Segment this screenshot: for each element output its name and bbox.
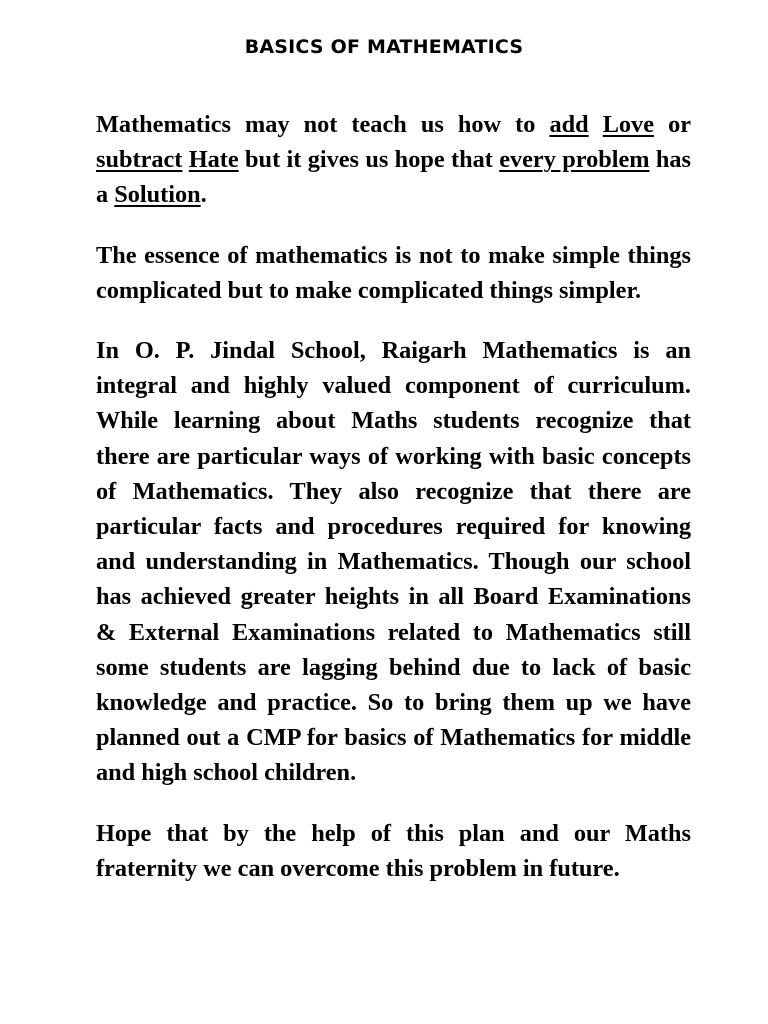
paragraph-quote-text-6: has a xyxy=(96,146,691,209)
document-body xyxy=(96,107,691,911)
paragraph-school: In O. P. Jindal School, Raigarh Mathematics is an integral and highly valued component of curriculum. While learning about Maths students recognize that there are particular ways of working with basic concepts of Mathematics. They also recognize that there are particular facts and procedures required for knowing and understanding in Mathematics. Though our school has achieved greater heights in all Board Examinations & External Examinations related to Mathematics still some students are lagging behind due to lack of basic knowledge and practice. So to bring them up we have planned out a CMP for basics of Mathematics for middle and high school children. xyxy=(96,337,691,787)
paragraph-quote-text-2 xyxy=(589,111,603,138)
paragraph-quote-text-3: or xyxy=(654,111,691,138)
paragraph-quote-text-7: . xyxy=(200,181,207,209)
underlined-phrase-every-problem: every problem xyxy=(499,146,650,174)
underlined-word-subtract: subtract xyxy=(96,146,183,174)
underlined-word-solution: Solution xyxy=(114,181,201,209)
underlined-word-add: add xyxy=(549,111,589,138)
underlined-word-hate: Hate xyxy=(188,146,239,174)
paragraph-quote-text-5: but it gives us hope that xyxy=(238,146,500,174)
paragraph-essence: The essence of mathematics is not to make simple things complicated but to make complicated things simpler. xyxy=(96,241,691,304)
document-title: BASICS OF MATHEMATICS xyxy=(244,36,524,58)
paragraph-quote-text-1: Mathematics may not teach us how to xyxy=(96,111,550,138)
paragraph-quote xyxy=(96,107,691,213)
underlined-word-love: Love xyxy=(602,111,654,138)
paragraph-hope: Hope that by the help of this plan and our Maths fraternity we can overcome this problem in future. xyxy=(96,819,691,882)
